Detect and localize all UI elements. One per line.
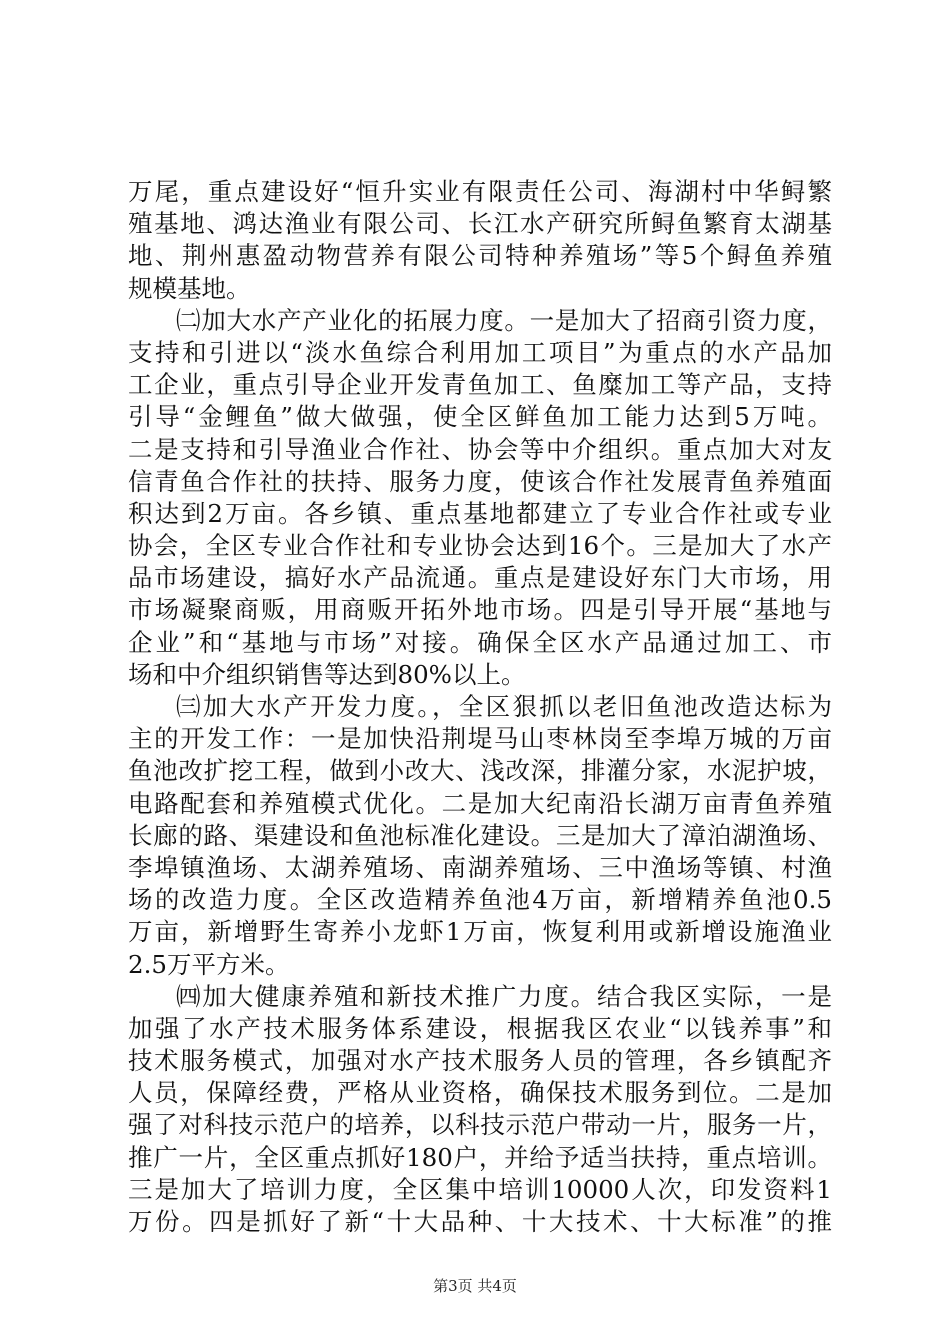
text-line: 殖基地、鸿达渔业有限公司、长江水产研究所鲟鱼繁育太湖基 [128,209,832,239]
text-line: 场的改造力度。全区改造精养鱼池4万亩，新增精养鱼池0.5 [128,885,832,915]
text-line: 地、荆州惠盈动物营养有限公司特种养殖场”等5个鲟鱼养殖 [128,241,832,271]
text-line: 主的开发工作：一是加快沿荆堤马山枣林岗至李埠万城的万亩 [128,724,832,754]
text-line: 市场凝聚商贩，用商贩开拓外地市场。四是引导开展“基地与 [128,595,832,625]
text-line: 积达到2万亩。各乡镇、重点基地都建立了专业合作社或专业 [128,498,832,528]
text-line: 电路配套和养殖模式优化。二是加大纪南沿长湖万亩青鱼养殖 [128,788,832,818]
text-line: 强了对科技示范户的培养，以科技示范户带动一片，服务一片， [128,1110,832,1140]
paragraph [128,691,832,981]
paragraph [128,981,832,1239]
text-line: ㈡加大水产产业化的拓展力度。一是加大了招商引资力度， [176,305,832,335]
text-line: 万亩，新增野生寄养小龙虾1万亩，恢复利用或新增设施渔业 [128,917,832,947]
text-line: 加强了水产技术服务体系建设，根据我区农业“以钱养事”和 [128,1013,832,1043]
text-line: 规模基地。 [128,273,251,303]
paragraph [128,176,832,305]
text-line: 万尾，重点建设好“恒升实业有限责任公司、海湖村中华鲟繁 [128,177,832,206]
text-line: 万份。四是抓好了新“十大品种、十大技术、十大标准”的推 [128,1207,832,1236]
text-line: 长廊的路、渠建设和鱼池标准化建设。三是加大了漳泊湖渔场、 [128,820,832,850]
text-line: 二是支持和引导渔业合作社、协会等中介组织。重点加大对友 [128,434,832,464]
text-line: ㈣加大健康养殖和新技术推广力度。结合我区实际，一是 [176,981,832,1011]
paragraph [128,305,832,691]
text-line: 2.5万平方米。 [128,949,290,979]
text-line: 人员，保障经费，严格从业资格，确保技术服务到位。二是加 [128,1078,832,1108]
text-line: 信青鱼合作社的扶持、服务力度，使该合作社发展青鱼养殖面 [128,466,832,496]
text-line: 李埠镇渔场、太湖养殖场、南湖养殖场、三中渔场等镇、村渔 [128,852,832,882]
text-line: 引导“金鲤鱼”做大做强，使全区鲜鱼加工能力达到5万吨。 [128,402,832,432]
text-line: 企业”和“基地与市场”对接。确保全区水产品通过加工、市 [128,627,832,657]
text-line: 技术服务模式，加强对水产技术服务人员的管理，各乡镇配齐 [128,1046,832,1076]
text-line: 鱼池改扩挖工程，做到小改大、浅改深，排灌分家，水泥护坡， [128,756,832,786]
text-line: 三是加大了培训力度，全区集中培训10000人次，印发资料1 [128,1174,832,1204]
text-line: 支持和引进以“淡水鱼综合利用加工项目”为重点的水产品加 [128,337,832,367]
document-body [128,176,832,1238]
text-line: ㈢加大水产开发力度。，全区狠抓以老旧鱼池改造达标为 [176,692,832,721]
text-line: 协会，全区专业合作社和专业协会达到16个。三是加大了水产 [128,531,832,561]
text-line: 推广一片，全区重点抓好180户，并给予适当扶持，重点培训。 [128,1142,832,1172]
text-line: 场和中介组织销售等达到80%以上。 [128,659,526,689]
page-footer: 第3页 共4页 [433,1277,517,1295]
text-line: 品市场建设，搞好水产品流通。重点是建设好东门大市场，用 [128,563,832,593]
text-line: 工企业，重点引导企业开发青鱼加工、鱼糜加工等产品，支持 [128,370,832,400]
